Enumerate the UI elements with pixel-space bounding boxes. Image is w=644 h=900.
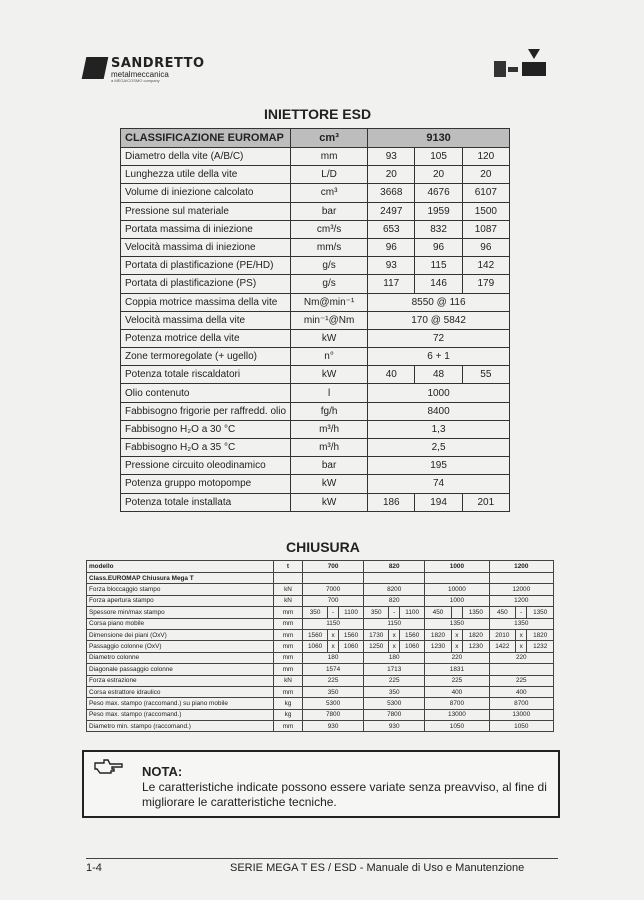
row-value: 1060 [303,641,328,652]
row-unit: l [291,384,368,402]
closing-title: CHIUSURA [286,539,360,555]
row-label: Volume di iniezione calcolato [121,184,291,202]
row-value: 48 [415,366,462,384]
row-unit: mm [274,607,303,618]
unit-t: t [274,561,303,573]
row-value: 220 [425,652,489,663]
row-label: Velocità massima della vite [121,311,291,329]
row-unit: g/s [291,275,368,293]
row-value: 225 [364,675,425,686]
injector-row [121,420,510,438]
footer-divider [86,858,558,859]
row-unit: kW [291,493,368,511]
row-unit: n° [291,348,368,366]
row-value: 115 [415,257,462,275]
injector-row [121,329,510,347]
injector-row [121,238,510,256]
row-value: 350 [303,686,364,697]
row-value: 225 [303,675,364,686]
row-value: 186 [368,493,415,511]
row-unit: kW [291,329,368,347]
page-number: 1-4 [86,862,102,874]
row-unit: mm [274,641,303,652]
row-value: 93 [368,257,415,275]
row-unit: kg [274,698,303,709]
row-value: x [328,629,339,640]
row-value: 5300 [364,698,425,709]
row-value: 1560 [400,629,425,640]
injector-row [121,475,510,493]
row-value: 8700 [489,698,553,709]
row-value: 1150 [364,618,425,629]
row-value: x [451,629,462,640]
closing-row [87,664,554,675]
row-value: 1050 [489,721,553,732]
row-label: Potenza totale riscaldatori [121,366,291,384]
row-value: 179 [462,275,509,293]
row-value: 1713 [364,664,425,675]
injector-row [121,148,510,166]
closing-class-row [87,573,554,584]
row-value: 1100 [400,607,425,618]
row-unit: kW [291,366,368,384]
row-value: 1422 [489,641,516,652]
closing-header-row [87,561,554,573]
logo-subtitle-small: a MEGA/COSMO company [111,78,160,83]
injector-row [121,275,510,293]
row-value: 55 [462,366,509,384]
footer-title: SERIE MEGA T ES / ESD - Manuale di Uso e Manutenzione [230,862,525,874]
row-value: 8550 @ 116 [368,293,510,311]
row-unit: g/s [291,257,368,275]
row-unit: mm [291,148,368,166]
row-label: Pressione circuito oleodinamico [121,457,291,475]
row-label: Peso max. stampo (raccomand.) [87,709,274,720]
model-label: modello [87,561,274,573]
row-label: Coppia motrice massima della vite [121,293,291,311]
row-value: 7000 [303,584,364,595]
row-value: 930 [303,721,364,732]
row-value: 40 [368,366,415,384]
injector-row [121,166,510,184]
row-unit: mm [274,664,303,675]
row-value: 120 [462,148,509,166]
row-value: 170 @ 5842 [368,311,510,329]
injector-header-row [121,129,510,148]
closing-row [87,607,554,618]
row-unit: min⁻¹@Nm [291,311,368,329]
row-value: 1820 [527,629,554,640]
row-value: 20 [415,166,462,184]
row-label: Corsa estrattore idraulico [87,686,274,697]
company-logo [84,56,205,83]
row-value: 8400 [368,402,510,420]
euromap-label: CLASSIFICAZIONE EUROMAP [121,129,291,148]
row-label: Portata di plastificazione (PS) [121,275,291,293]
logo-subtitle: metalmeccanica [111,70,169,79]
row-value: 450 [425,607,452,618]
row-label: Potenza totale installata [121,493,291,511]
row-label: Fabbisogno H₂O a 30 °C [121,420,291,438]
row-value: 653 [368,220,415,238]
row-value [451,607,462,618]
logo-mark-icon [82,57,109,79]
row-value: 1820 [425,629,452,640]
row-unit: kN [274,595,303,606]
row-value: 700 [303,595,364,606]
model-1000: 1000 [425,561,489,573]
closing-row [87,595,554,606]
row-value: 13000 [489,709,553,720]
row-value: 5300 [303,698,364,709]
row-value: 93 [368,148,415,166]
row-label: Diametro della vite (A/B/C) [121,148,291,166]
row-value: 220 [489,652,553,663]
closing-row [87,675,554,686]
row-value [489,664,553,675]
row-value: 180 [364,652,425,663]
row-value: 225 [489,675,553,686]
row-unit: bar [291,457,368,475]
model-820: 820 [364,561,425,573]
row-unit: mm/s [291,238,368,256]
row-value: 1230 [463,641,490,652]
row-value: 12000 [489,584,553,595]
note-box [82,750,560,818]
row-value: x [328,641,339,652]
row-value: 1060 [400,641,425,652]
row-value: 1959 [415,202,462,220]
row-value: 195 [368,457,510,475]
closing-row [87,618,554,629]
row-value: 1230 [425,641,452,652]
row-unit: mm [274,686,303,697]
model-700: 700 [303,561,364,573]
row-value: 1350 [527,607,554,618]
row-value: 1232 [527,641,554,652]
row-unit: mm [274,721,303,732]
row-value: 20 [368,166,415,184]
row-label: Velocità massima di iniezione [121,238,291,256]
row-value: x [516,641,527,652]
injector-row [121,202,510,220]
row-value: 201 [462,493,509,511]
row-value: x [451,641,462,652]
row-value: 1560 [303,629,328,640]
row-label: Corsa piano mobile [87,618,274,629]
closing-row [87,641,554,652]
injector-row [121,293,510,311]
row-label: Portata massima di iniezione [121,220,291,238]
row-value: 1574 [303,664,364,675]
euromap-unit: cm³ [291,129,368,148]
row-label: Fabbisogno frigorie per raffredd. olio [121,402,291,420]
injector-row [121,439,510,457]
row-value: 450 [489,607,516,618]
injector-row [121,311,510,329]
row-value: 4676 [415,184,462,202]
row-value: - [328,607,339,618]
row-value: x [516,629,527,640]
row-value: 96 [368,238,415,256]
injector-row [121,348,510,366]
row-value: 400 [425,686,489,697]
injector-row [121,384,510,402]
row-value: 832 [415,220,462,238]
row-label: Dimensione dei piani (OxV) [87,629,274,640]
row-value: 1150 [303,618,364,629]
logo-brand: SANDRETTO [111,56,205,71]
row-unit: kN [274,584,303,595]
row-label: Diametro colonne [87,652,274,663]
injector-row [121,184,510,202]
row-label: Diagonale passaggio colonne [87,664,274,675]
row-unit: cm³/s [291,220,368,238]
pointing-hand-icon [94,758,124,776]
row-unit: m³/h [291,439,368,457]
row-value: 1560 [338,629,363,640]
row-value: 96 [462,238,509,256]
section-marker-icon [494,47,548,81]
row-value: 1050 [425,721,489,732]
row-value: 1820 [463,629,490,640]
injector-row [121,257,510,275]
row-unit: kg [274,709,303,720]
row-value: 1350 [425,618,489,629]
row-value: 225 [425,675,489,686]
row-value: 1350 [463,607,490,618]
row-value: 20 [462,166,509,184]
row-value: 3668 [368,184,415,202]
row-value: 74 [368,475,510,493]
closing-row [87,686,554,697]
row-value: 1000 [368,384,510,402]
injector-table [120,128,510,512]
row-label: Portata di plastificazione (PE/HD) [121,257,291,275]
row-unit: fg/h [291,402,368,420]
row-value: 1250 [364,641,389,652]
row-value: 1087 [462,220,509,238]
class-label: Class.EUROMAP Chiusura Mega T [87,573,274,584]
row-label: Peso max. stampo (raccomand.) su piano mobile [87,698,274,709]
row-value: 2,5 [368,439,510,457]
row-value: 2497 [368,202,415,220]
row-value: 6 + 1 [368,348,510,366]
injector-row [121,366,510,384]
row-label: Pressione sul materiale [121,202,291,220]
row-value: 117 [368,275,415,293]
row-unit: kW [291,475,368,493]
row-value: 350 [364,607,389,618]
row-value: 1060 [338,641,363,652]
row-value: 146 [415,275,462,293]
row-value: 1730 [364,629,389,640]
row-value: 105 [415,148,462,166]
closing-row [87,584,554,595]
row-value: 1000 [425,595,489,606]
row-value: x [389,641,400,652]
row-value: 930 [364,721,425,732]
row-unit: cm³ [291,184,368,202]
row-label: Potenza motrice della vite [121,329,291,347]
euromap-value: 9130 [368,129,510,148]
closing-row [87,629,554,640]
model-1200: 1200 [489,561,553,573]
row-label: Forza bloccaggio stampo [87,584,274,595]
row-label: Potenza gruppo motopompe [121,475,291,493]
row-label: Forza estrazione [87,675,274,686]
row-value: - [389,607,400,618]
closing-row [87,698,554,709]
row-label: Diametro min. stampo (raccomand.) [87,721,274,732]
injector-row [121,457,510,475]
injector-row [121,493,510,511]
injector-title: INIETTORE ESD [264,106,372,122]
row-value: 350 [364,686,425,697]
row-value: 194 [415,493,462,511]
note-text: Le caratteristiche indicate possono essere variate senza preavviso, al fine di migliorare le caratteristiche tecniche. [142,780,547,809]
row-unit: mm [274,652,303,663]
row-unit: Nm@min⁻¹ [291,293,368,311]
row-value: 180 [303,652,364,663]
row-unit: m³/h [291,420,368,438]
row-value: x [389,629,400,640]
row-value: 820 [364,595,425,606]
row-value: 13000 [425,709,489,720]
row-label: Passaggio colonne (OxV) [87,641,274,652]
closing-row [87,652,554,663]
row-label: Zone termoregolate (+ ugello) [121,348,291,366]
row-label: Olio contenuto [121,384,291,402]
row-unit: kN [274,675,303,686]
row-value: 1,3 [368,420,510,438]
row-value: 1500 [462,202,509,220]
row-value: 8200 [364,584,425,595]
row-label: Forza apertura stampo [87,595,274,606]
row-value: 72 [368,329,510,347]
row-value: 2010 [489,629,516,640]
row-value: 96 [415,238,462,256]
row-value: 1831 [425,664,489,675]
row-value: - [516,607,527,618]
row-value: 6107 [462,184,509,202]
row-value: 7800 [364,709,425,720]
row-value: 7800 [303,709,364,720]
note-title: NOTA: [142,764,183,779]
row-unit: mm [274,629,303,640]
row-value: 1200 [489,595,553,606]
row-value: 8700 [425,698,489,709]
row-value: 142 [462,257,509,275]
row-unit: mm [274,618,303,629]
row-value: 400 [489,686,553,697]
row-value: 1350 [489,618,553,629]
row-value: 10000 [425,584,489,595]
row-value: 350 [303,607,328,618]
injector-row [121,402,510,420]
closing-row [87,721,554,732]
row-label: Spessore min/max stampo [87,607,274,618]
row-label: Lunghezza utile della vite [121,166,291,184]
closing-table [86,560,554,732]
row-value: 1100 [338,607,363,618]
row-unit: bar [291,202,368,220]
injector-row [121,220,510,238]
row-label: Fabbisogno H₂O a 35 °C [121,439,291,457]
row-unit: L/D [291,166,368,184]
closing-row [87,709,554,720]
